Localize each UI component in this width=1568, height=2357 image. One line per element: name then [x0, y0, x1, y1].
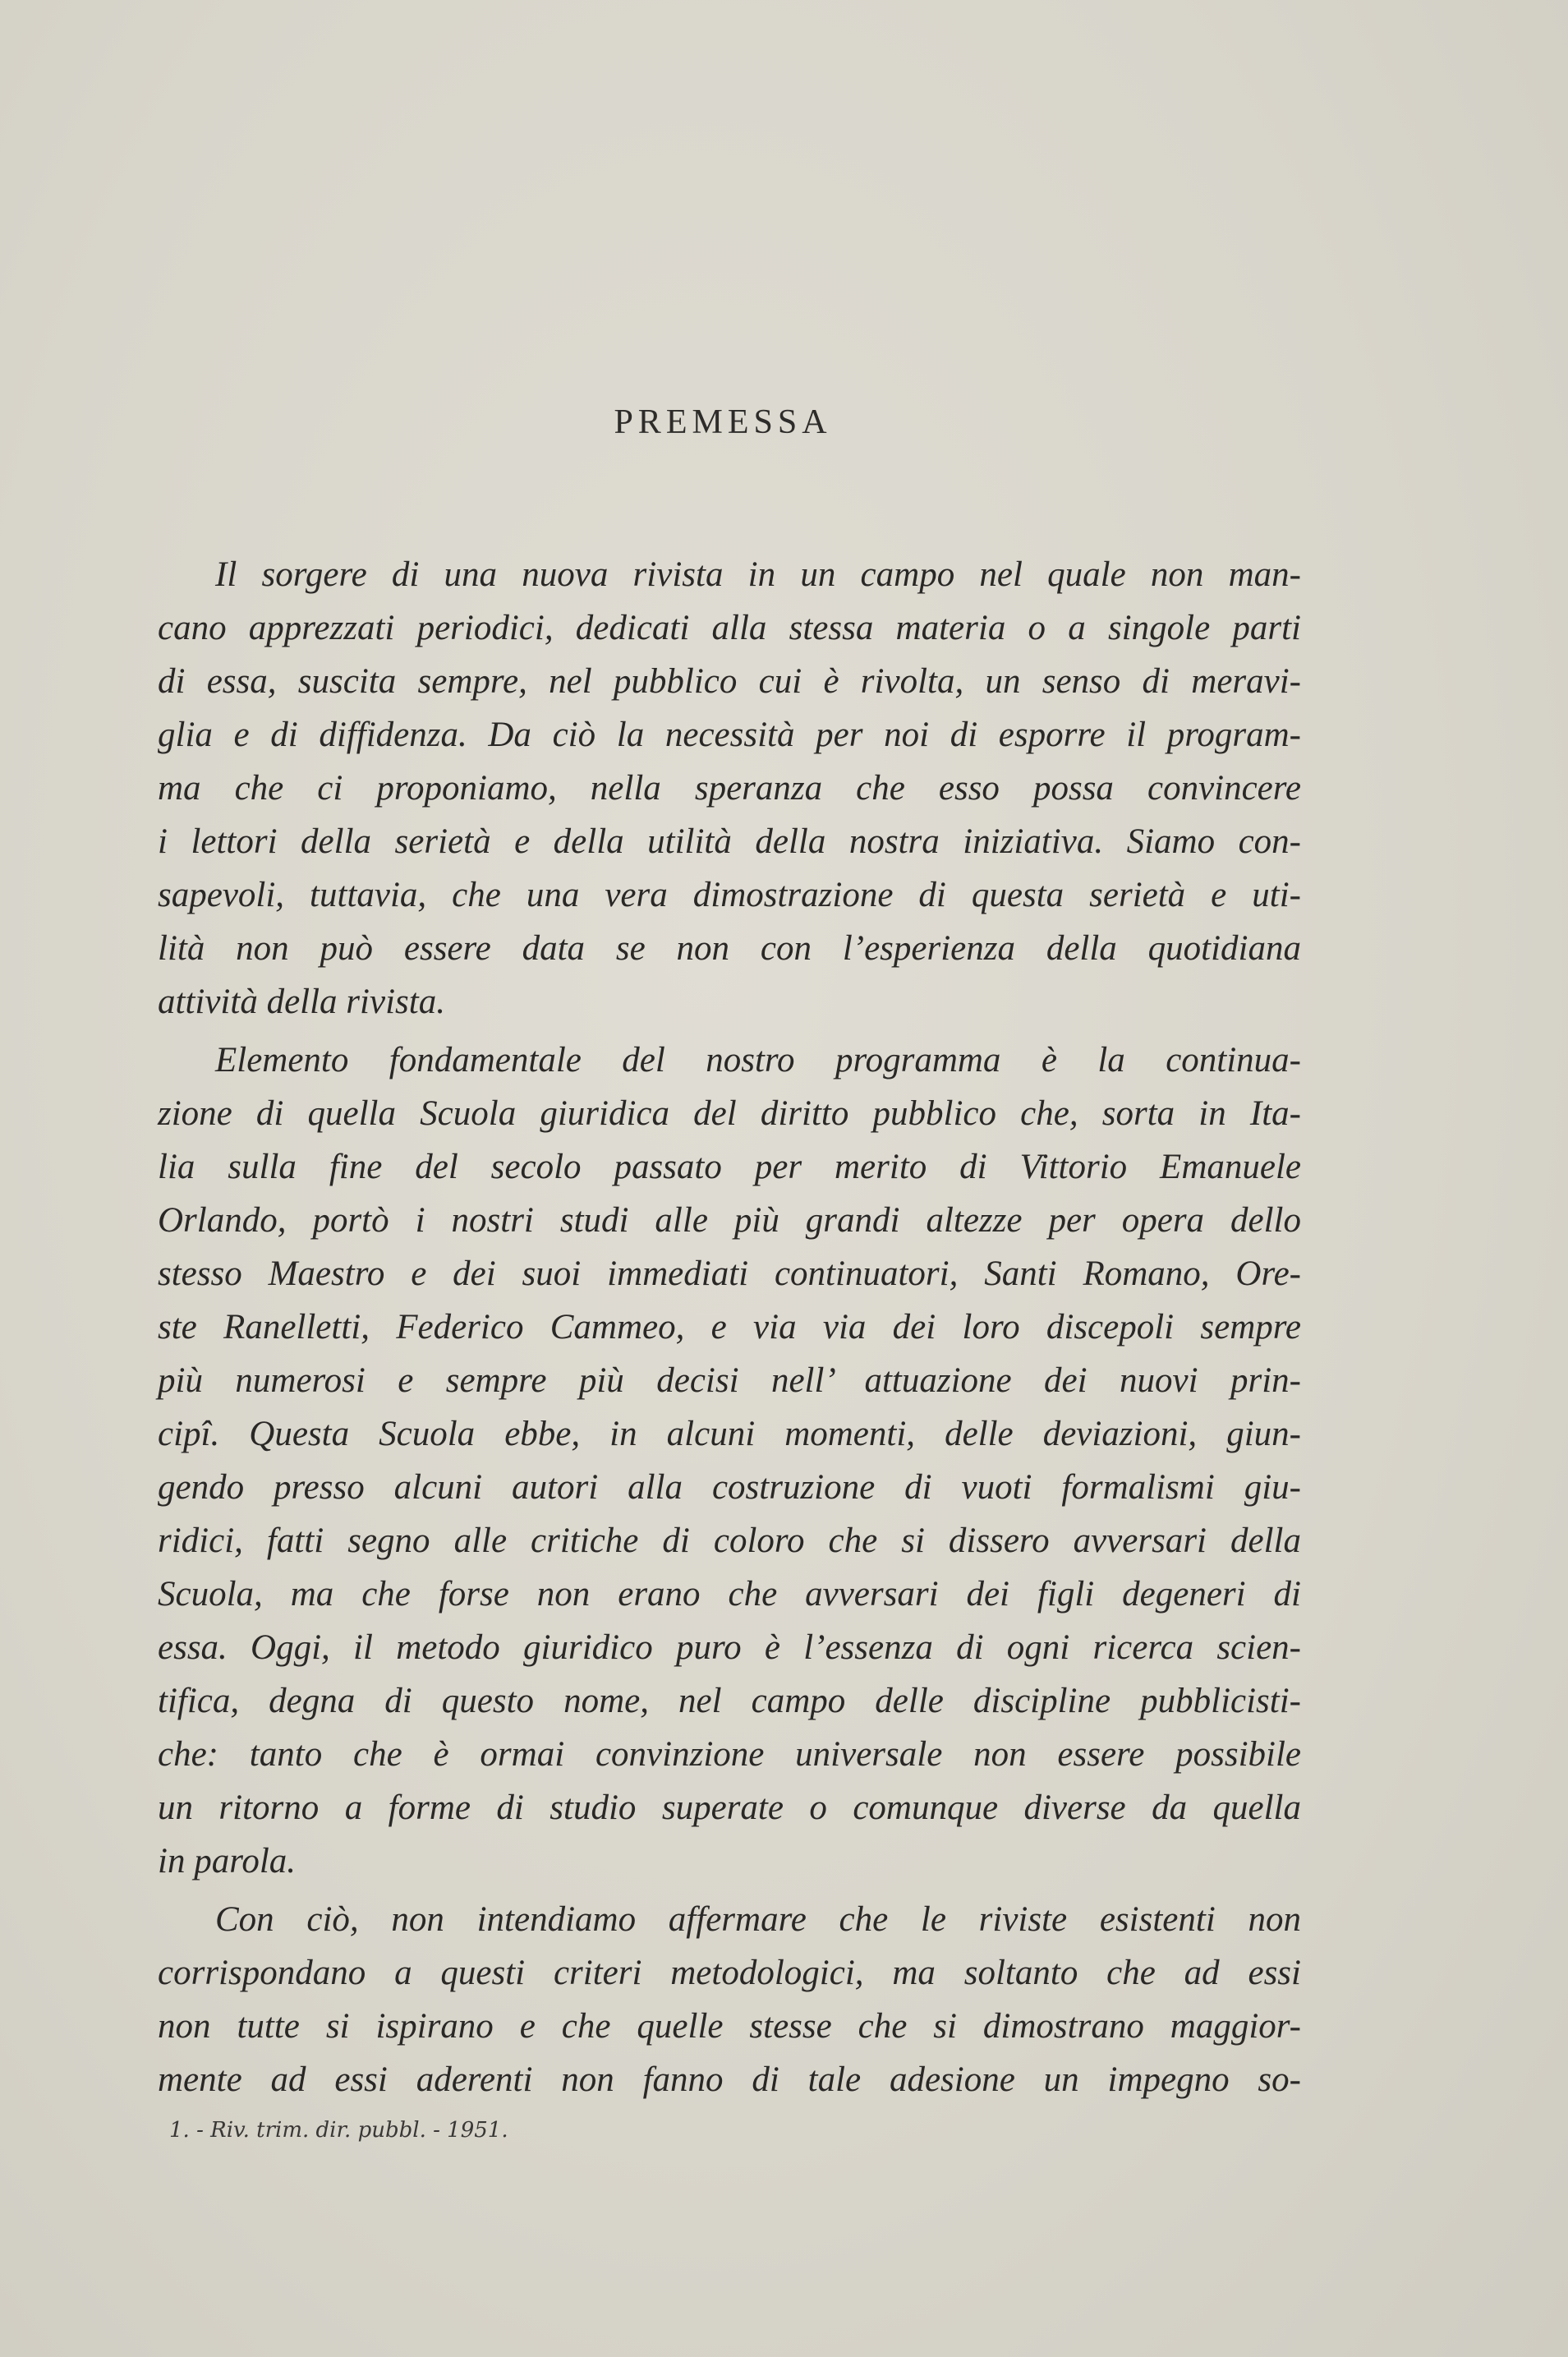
paragraph — [158, 1893, 1301, 2106]
text-line: glia e di diffidenza. Da ciò la necessità per noi di esporre il program- — [158, 716, 1301, 754]
text-line: Con ciò, non intendiamo affermare che le riviste esistenti non — [215, 1900, 1301, 1939]
text-line: più numerosi e sempre più decisi nell’ attuazione dei nuovi prin- — [158, 1361, 1301, 1400]
text-line: che: tanto che è ormai convinzione universale non essere possibile — [158, 1735, 1301, 1774]
text-line: in parola. — [158, 1842, 297, 1881]
page-footer-citation: 1. - Riv. trim. dir. pubbl. - 1951. — [169, 2118, 508, 2143]
text-line: stesso Maestro e dei suoi immediati continuatori, Santi Romano, Ore- — [158, 1254, 1301, 1293]
text-line: ste Ranelletti, Federico Cammeo, e via via dei loro discepoli sempre — [158, 1308, 1301, 1347]
paragraph — [158, 1033, 1301, 1888]
paragraph — [158, 548, 1301, 1029]
text-line: ma che ci proponiamo, nella speranza che esso possa convincere — [158, 769, 1301, 808]
text-line: di essa, suscita sempre, nel pubblico cui è rivolta, un senso di meravi- — [158, 662, 1301, 701]
text-line: lità non può essere data se non con l’esperienza della quotidiana — [158, 929, 1301, 968]
text-line: i lettori della serietà e della utilità della nostra iniziativa. Siamo con- — [158, 822, 1301, 861]
text-line: cano apprezzati periodici, dedicati alla stessa materia o a singole parti — [158, 609, 1301, 647]
text-line: Orlando, portò i nostri studi alle più grandi altezze per opera dello — [158, 1201, 1301, 1240]
text-line: essa. Oggi, il metodo giuridico puro è l’essenza di ogni ricerca scien- — [158, 1628, 1301, 1667]
body-text — [158, 548, 1301, 2111]
text-line: tifica, degna di questo nome, nel campo delle discipline pubblicisti- — [158, 1682, 1301, 1720]
text-line: Elemento fondamentale del nostro programma è la continua- — [215, 1041, 1301, 1080]
text-line: Il sorgere di una nuova rivista in un campo nel quale non man- — [215, 555, 1301, 594]
text-line: corrispondano a questi criteri metodologici, ma soltanto che ad essi — [158, 1954, 1301, 1992]
text-line: sapevoli, tuttavia, che una vera dimostrazione di questa serietà e uti- — [158, 876, 1301, 914]
text-line: attività della rivista. — [158, 983, 445, 1021]
page-title: PREMESSA — [614, 403, 832, 441]
text-line: mente ad essi aderenti non fanno di tale adesione un impegno so- — [158, 2060, 1301, 2099]
text-line: un ritorno a forme di studio superate o comunque diverse da quella — [158, 1788, 1301, 1827]
text-line: gendo presso alcuni autori alla costruzione di vuoti formalismi giu- — [158, 1468, 1301, 1507]
text-line: non tutte si ispirano e che quelle stesse che si dimostrano maggior- — [158, 2007, 1301, 2046]
text-line: lia sulla fine del secolo passato per merito di Vittorio Emanuele — [158, 1148, 1301, 1186]
text-line: ridici, fatti segno alle critiche di coloro che si dissero avversari della — [158, 1521, 1301, 1560]
text-line: cipî. Questa Scuola ebbe, in alcuni momenti, delle deviazioni, giun- — [158, 1415, 1301, 1453]
text-line: Scuola, ma che forse non erano che avversari dei figli degeneri di — [158, 1575, 1301, 1614]
text-line: zione di quella Scuola giuridica del diritto pubblico che, sorta in Ita- — [158, 1094, 1301, 1133]
